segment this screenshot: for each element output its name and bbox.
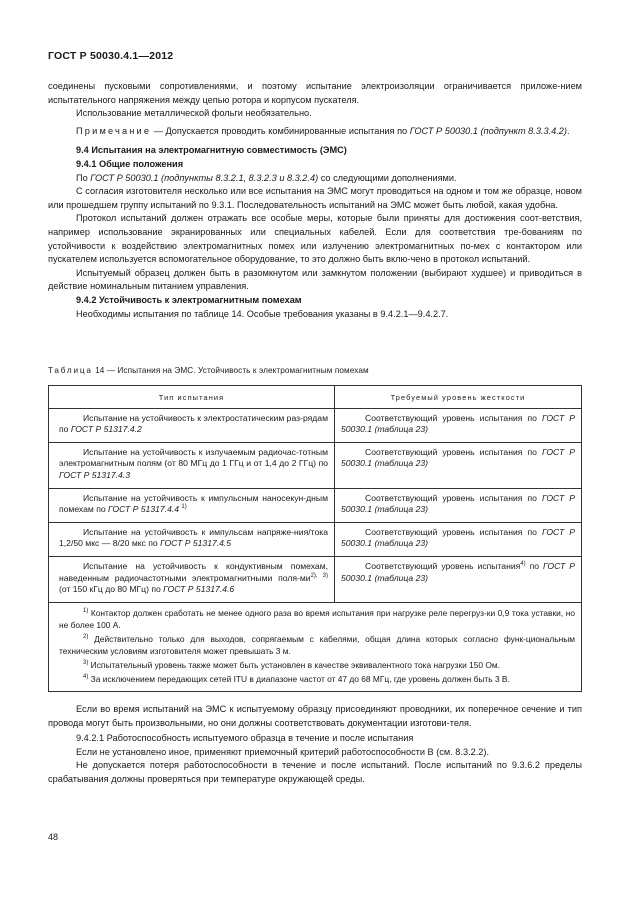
footnote-mark: 4): [520, 560, 526, 567]
cell-text: Соответствующий уровень испытания по: [365, 412, 542, 423]
table-footnotes-row: [49, 602, 581, 691]
emc-table: [48, 385, 582, 692]
cell-text: Испытание на устойчивость к электростатическим раз-рядам по: [59, 412, 328, 435]
cell-reference: ГОСТ Р 51317.4.6: [163, 584, 235, 595]
table-caption-label: Таблица: [48, 366, 93, 375]
column-header-test-type: Тип испытания: [49, 386, 335, 408]
cell-text: Испытание на устойчивость к импульсам напряже-ния/тока 1,2/50 мкс — 8/20 мкс по: [59, 526, 328, 549]
cell-reference: ГОСТ Р 50030.1 (таблица 23): [341, 446, 575, 469]
test-type-cell: [49, 409, 335, 442]
footnote: [59, 607, 575, 631]
severity-cell: [335, 409, 581, 442]
cell-reference: ГОСТ Р 51317.4.5: [160, 538, 232, 549]
section-9-4-2-heading: 9.4.2 Устойчивость к электромагнитным помехам: [76, 294, 302, 305]
column-header-severity: Требуемый уровень жесткости: [390, 393, 526, 402]
subsection-9-4-2-1: 9.4.2.1 Работоспособность испытуемого образца в течение и после испытания: [76, 733, 414, 744]
severity-cell: [335, 489, 581, 522]
footnote-text: Контактор должен сработать не менее одного раза во время испытания при нагрузке реле перегруз-ки 0,9 тока уставки, но не более 100 А.: [59, 607, 575, 630]
cell-reference: ГОСТ Р 51317.4.3: [59, 469, 130, 480]
paragraph: Не допускается потеря работоспособности в течение и после испытаний. После испытаний по 9.3.6.2 пределы срабатывания должны проверяться при температуре окружающей среды.: [48, 760, 582, 784]
p1-reference: ГОСТ Р 50030.1 (подпункты 8.3.2.1, 8.3.2.3 и 8.3.2.4): [90, 172, 319, 183]
note: [48, 125, 582, 139]
footnote-text: Действительно только для выходов, сопрягаемым с кабелями, общая длина которых согласно функ-циональным техническим условиям изготовителя может превышать 3 м.: [59, 633, 575, 656]
footnote-mark: 1): [83, 607, 89, 614]
paragraph: Необходимы испытания по таблице 14. Особые требования указаны в 9.4.2.1—9.4.2.7.: [76, 308, 449, 319]
cell-text: Соответствующий уровень испытания: [365, 560, 521, 571]
note-text: — Допускается проводить комбинированные испытания по: [151, 125, 410, 136]
upper-text-block: [48, 80, 582, 321]
intro-paragraph-2: Использование металлической фольги необязательно.: [76, 108, 312, 119]
section-9-4-heading: 9.4 Испытания на электромагнитную совместимость (ЭМС): [76, 145, 347, 156]
footnote-mark: 3): [83, 659, 89, 666]
footnote: [59, 633, 575, 657]
table-caption-text: 14 — Испытания на ЭМС. Устойчивость к электромагнитным помехам: [92, 366, 369, 375]
test-type-cell: [49, 523, 335, 556]
table-row: [49, 408, 581, 442]
cell-reference: ГОСТ Р 50030.1 (таблица 23): [341, 526, 575, 549]
cell-text: Испытание на устойчивость к импульсным наносекун-дным помехам по: [59, 492, 328, 515]
footnote: [59, 659, 575, 671]
cell-reference: ГОСТ Р 51317.4.2: [70, 424, 142, 435]
test-type-cell: [49, 443, 335, 488]
severity-cell: [335, 557, 581, 602]
cell-text: Испытание на устойчивость к излучаемым радиочас-тотным электромагнитным полям (от 80 МГц до 1 ГГц и от 1,4 до 2 ГГц) по: [59, 446, 328, 469]
paragraph: Если не установлено иное, применяют приемочный критерий работоспособности В (см. 8.3.2.2).: [76, 746, 490, 757]
p1-start: По: [76, 172, 91, 183]
cell-text: Соответствующий уровень испытания по: [365, 446, 542, 457]
table-row: [49, 488, 581, 522]
paragraph: С согласия изготовителя несколько или все испытания на ЭМС могут проводиться на одном и том же образце, новом или прошедшем группу испытаний по 9.3.1. Последовательность испытаний на ЭМС может быть любой, какая удобна.: [48, 186, 582, 210]
cell-reference: ГОСТ Р 51317.4.4: [108, 504, 180, 515]
table-row: [49, 442, 581, 488]
paragraph: Испытуемый образец должен быть в разомкнутом или замкнутом положении (выбирают худшее) и приводиться в действие номинальным питанием управления.: [48, 267, 582, 292]
cell-text: Соответствующий уровень испытания по: [365, 492, 542, 503]
table-row: [49, 522, 581, 556]
cell-reference: ГОСТ Р 50030.1 (таблица 23): [341, 560, 575, 583]
footnote-mark: 2): [83, 633, 89, 640]
page-number: 48: [48, 832, 59, 842]
footnote-mark: 4): [83, 673, 89, 680]
cell-text: по: [525, 560, 544, 571]
standard-header: ГОСТ Р 50030.4.1—2012: [48, 50, 174, 62]
severity-cell: [335, 443, 581, 488]
test-type-cell: [49, 489, 335, 522]
footnote-mark: 1): [181, 504, 187, 511]
cell-reference: ГОСТ Р 50030.1 (таблица 23): [341, 492, 575, 515]
intro-paragraph: соединены пусковыми сопротивлениями, и поэтому испытание электроизоляции ограничивается приложе-нием испытательного напряжения между цепью ротора и корпусом пускателя.: [48, 81, 582, 105]
test-type-cell: [49, 557, 335, 602]
note-end: .: [566, 125, 570, 136]
note-reference: ГОСТ Р 50030.1 (подпункт 8.3.3.4.2): [409, 125, 567, 136]
paragraph: Если во время испытаний на ЭМС к испытуемому образцу присоединяют проводники, их поперечное сечение и тип провода могут быть произвольными, но они должны соответствовать документации изготови-теля.: [48, 704, 582, 728]
table-row: [49, 556, 581, 602]
note-label: Примечание: [76, 125, 152, 136]
p1-end: со следующими дополнениями.: [318, 172, 457, 183]
footnote: [59, 673, 575, 685]
section-9-4-1-heading: 9.4.1 Общие положения: [76, 158, 184, 169]
severity-cell: [335, 523, 581, 556]
table-caption: [48, 366, 369, 375]
table-footnotes: [49, 603, 581, 691]
lower-text-block: [48, 703, 582, 787]
paragraph: Протокол испытаний должен отражать все особые меры, которые были приняты для достижения соот-ветствия, например использование экранированных или специальных кабелей. Если для соответствия тре-бованиям по устойчивости к воздействию электромагнитных помех или излучению электромагнитных по-мех с контактором или пускателем используется вспомогательное оборудование, то это должно быть вклю-чено в протокол испытаний.: [48, 213, 582, 265]
cell-text: Испытание на устойчивость к кондуктивным помехам, наведенным радиочастотными электромагнитными поля-ми: [59, 560, 328, 583]
cell-reference: ГОСТ Р 50030.1 (таблица 23): [341, 412, 575, 435]
paragraph: [48, 172, 582, 186]
footnote-mark: 2), 3): [310, 572, 328, 579]
cell-text: (от 150 кГц до 80 МГц) по: [59, 584, 164, 595]
footnote-text: Испытательный уровень также может быть установлен в качестве эквивалентного тока нагрузки 150 Ом.: [88, 659, 501, 670]
footnote-text: За исключением передающих сетей ITU в диапазоне частот от 47 до 68 МГц, где уровень должен быть 3 В.: [88, 673, 510, 684]
table-header-row: [49, 386, 581, 408]
cell-text: Соответствующий уровень испытания по: [365, 526, 542, 537]
